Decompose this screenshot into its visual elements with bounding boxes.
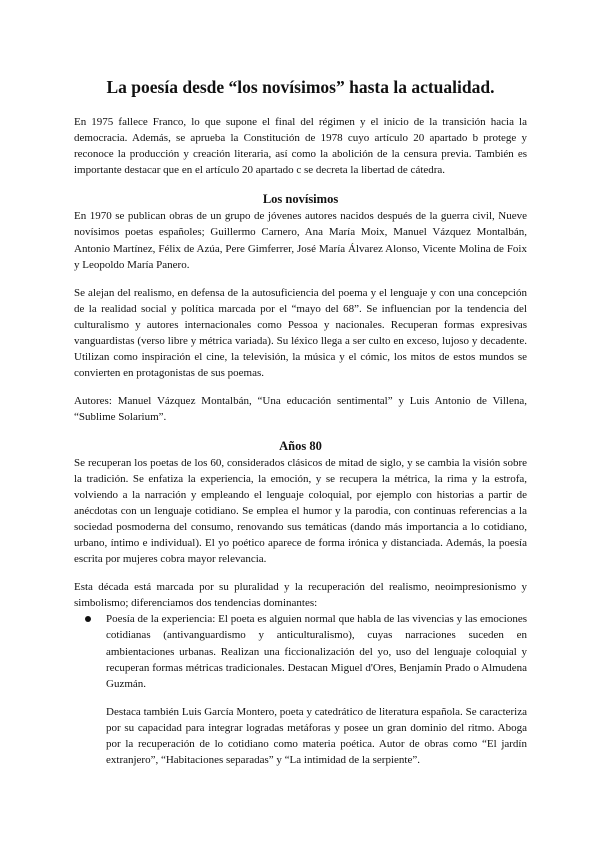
novisimos-authors-paragraph: Autores: Manuel Vázquez Montalbán, “Una educación sentimental” y Luis Antonio de Villena, “Sublime Solarium”. [74, 395, 527, 424]
section-heading-novisimos: Los novísimos [262, 192, 339, 207]
intro-paragraph: En 1975 fallece Franco, lo que supone el final del régimen y el inicio de la transición hacia la democracia. Además, se aprueba la Constitución de 1978 cuyo artículo 20 apartado b protege y reconoce la producción y creación literaria, así como la abolición de la censura previa. También es importante destacar que en el artículo 20 apartado c se decreta la libertad de cátedra. [74, 116, 527, 177]
novisimos-paragraph-2: Se alejan del realismo, en defensa de la autosuficiencia del poema y el lenguaje y con una concepción de la realidad social y política marcada por el “mayo del 68”. Se influencian por la tendencia del culturalismo y autores internacionales como Pessoa y nacionales. Recuperan formas expresivas vanguardistas (verso libre y métrica variada). Su léxico llega a ser culto en exceso, lujoso y decadente. Utilizan como inspiración el cine, la televisión, la música y el cómic, los mitos de estos mundos se convierten en protagonistas de sus poemas. [74, 286, 527, 380]
tendencias-list [74, 611, 527, 691]
list-item [74, 611, 527, 691]
section-heading-anos-80: Años 80 [279, 438, 322, 453]
list-item-text: Poesía de la experiencia: El poeta es alguien normal que habla de las vivencias y las emociones cotidianas (antivanguardismo y anticulturalismo), cuyas narraciones suceden en ambientaciones urbanas. Realizan una ficcionalización del yo, uso del lenguaje coloquial y recuperan formas métricas tradicionales. Destacan Miguel d'Ores, Benjamín Prado o Almudena Guzmán. [106, 613, 527, 690]
bullet-icon [85, 616, 91, 622]
page-title: La poesía desde “los novísimos” hasta la actualidad. [106, 77, 495, 97]
anos80-paragraph-1: Se recuperan los poetas de los 60, considerados clásicos de mitad de siglo, y se cambia la visión sobre la tradición. Se enfatiza la experiencia, la emoción, y se recupera la métrica, la rima y la estrofa, volviendo a la narración y empleando el lenguaje coloquial, por ejemplo con historias a partir de anécdotas con un lenguaje cotidiano. Se emplea el humor y la parodia, con continuas referencias a la sociedad posmoderna del consumo, renovando sus temáticas (dando más importancia a lo cotidiano, urbano, íntimo e individual). El yo poético aparece de forma irónica y distanciada. Además, la poesía escrita por mujeres cobra mayor relevancia. [74, 456, 527, 566]
novisimos-paragraph-1: En 1970 se publican obras de un grupo de jóvenes autores nacidos después de la guerra civil, Nueve novísimos poetas españoles; Guillermo Carnero, Ana María Moix, Manuel Vázquez Montalbán, Antonio Martínez, Félix de Azúa, Pere Gimferrer, José María Álvarez Alonso, Vicente Molina de Foix y Leopoldo María Panero. [74, 210, 527, 271]
anos80-paragraph-2: Esta década está marcada por su pluralidad y la recuperación del realismo, neoimpresionismo y simbolismo; diferenciamos dos tendencias dominantes: [74, 581, 527, 610]
anos80-subparagraph: Destaca también Luis García Montero, poeta y catedrático de literatura española. Se caracteriza por su capacidad para integrar logradas metáforas y posee un gran dominio del ritmo. Aboga por la recuperación de lo cotidiano como materia poética. Autor de obras como “El jardín extranjero”, “Habitaciones separadas” y “La intimidad de la serpiente”. [106, 705, 527, 767]
